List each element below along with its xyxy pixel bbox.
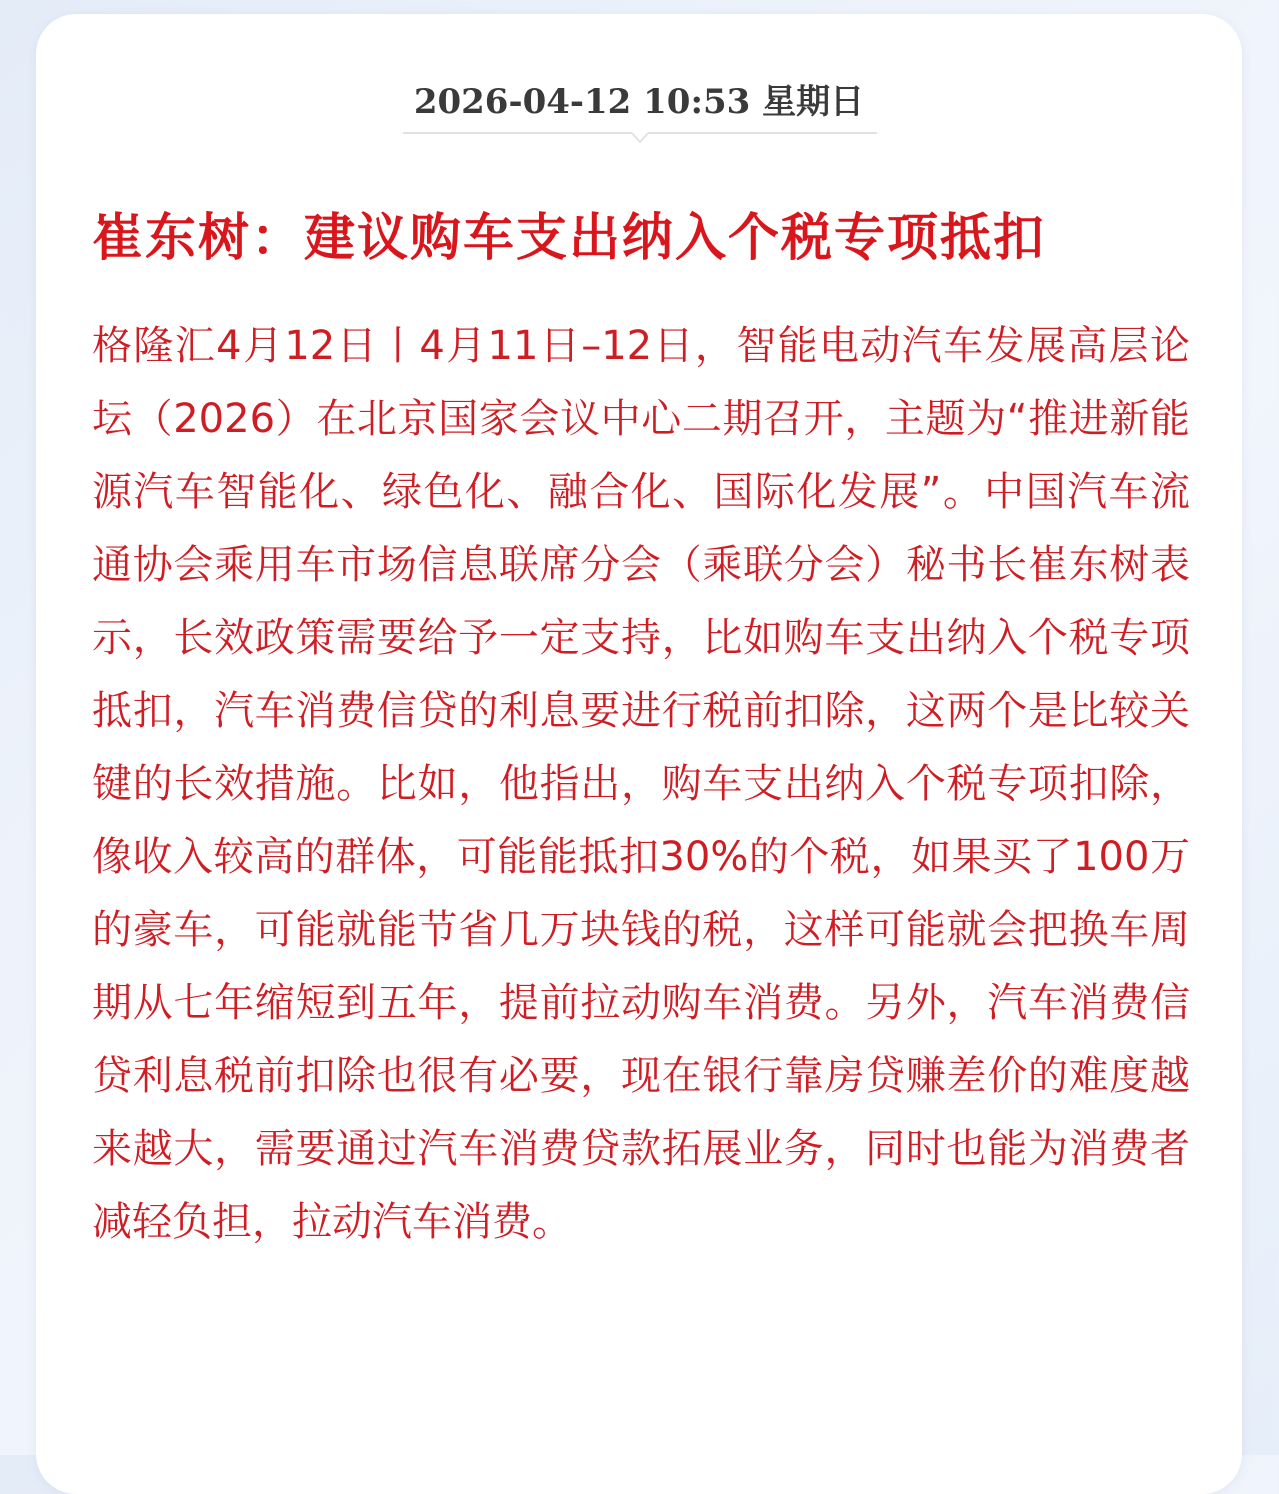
article-title: 崔东树：建议购车支出纳入个税专项抵扣 <box>92 208 1047 268</box>
article-body: 格隆汇4月12日丨4月11日–12日，智能电动汽车发展高层论坛（2026）在北京国家会议中心二期召开，主题为“推进新能源汽车智能化、绿色化、融合化、国际化发展”。中国汽车流通协会乘用车市场信息联席分会（乘联分会）秘书长崔东树表示，长效政策需要给予一定支持，比如购车支出纳入个税专项抵扣，汽车消费信贷的利息要进行税前扣除，这两个是比较关键的长效措施。比如，他指出，购车支出纳入个税专项扣除，像收入较高的群体，可能能抵扣30%的个税，如果买了100万的豪车，可能就能节省几万块钱的税，这样可能就会把换车周期从七年缩短到五年，提前拉动购车消费。另外，汽车消费信贷利息税前扣除也很有必要，现在银行靠房贷赚差价的难度越来越大，需要通过汽车消费贷款拓展业务，同时也能为消费者减轻负担，拉动汽车消费。 <box>92 323 1190 1245</box>
date-divider <box>403 130 877 146</box>
publish-date: 2026-04-12 10:53 星期日 <box>413 82 865 122</box>
article-card <box>36 14 1242 1494</box>
